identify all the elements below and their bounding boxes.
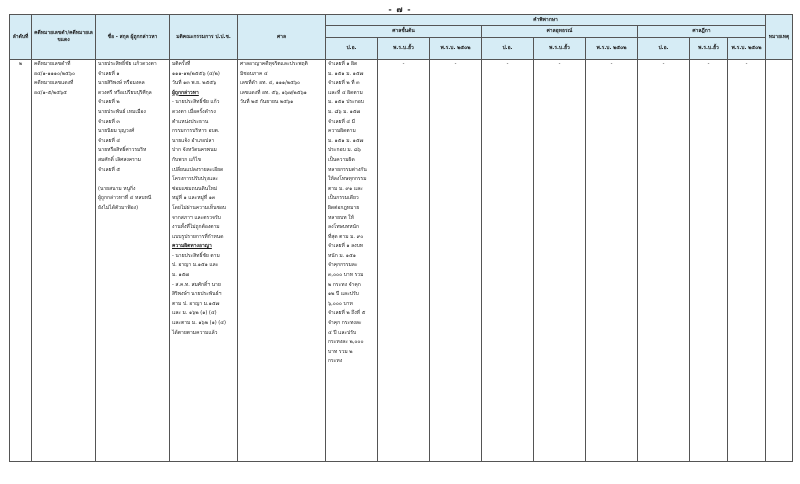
judgment-line: จำคุกกรรมละ	[328, 262, 358, 269]
resolution-line: ได้ตายตามความแล้ว	[172, 329, 218, 336]
court-line: ศาลอาญาคดีทุจริตและประพฤติ	[240, 61, 308, 67]
header-remark: หมายเหตุ	[766, 15, 793, 60]
judgment-line: ลงโทษบทหนัก	[328, 224, 359, 231]
resolution-line: ม. ๑๕๗	[172, 272, 190, 279]
name-line: ดวงศรี หรือเปรียบปุริศีกุล	[98, 89, 152, 96]
judgment-line: กระทง	[328, 358, 343, 365]
header-first-pp: ป.อ.	[326, 38, 378, 60]
name-line: นายประสิทธิ์ชัย แก้วดวงตา	[98, 61, 157, 67]
resolution-line: และ ม. ๑๖๒ (๑) (๔)	[172, 310, 217, 317]
resolution-line: ๑๑๑-๑๒/๒๕๕๖ (๔/๒)	[172, 70, 220, 77]
resolution-heading: ความผิดทางอาญา	[172, 243, 212, 250]
judgment-line: ม. ๑๕๑ ประกอบ	[328, 99, 364, 106]
judgment-line: จำเลยที่ ๒ ที่ ๓	[328, 80, 360, 87]
judgment-line: จำเลยที่ ๑ ผิด	[328, 61, 358, 67]
judgment-line: เป็นความผิด	[328, 156, 355, 163]
case-line: อ๔/๑-๑๑๑๐/๒๕๖๐	[34, 70, 76, 77]
judgment-line: กระทงละ ๒,๐๐๐	[328, 339, 364, 346]
header-resolution: มติคณะกรรมการ ป.ป.ช.	[170, 15, 238, 60]
header-court-first: ศาลชั้นต้น	[326, 26, 482, 38]
name-line: จำเลยที่ ๔	[98, 137, 121, 144]
row-number: ๒	[10, 60, 32, 462]
case-line: อ๔/๑-๕/๒๕๖๕	[34, 89, 67, 96]
resolution-line: แบบรูปรายการที่กำหนด	[172, 233, 224, 240]
header-supreme-pp: ป.อ.	[638, 38, 690, 60]
resolution-line: มติครั้งที่	[172, 61, 191, 67]
name-line: นายหรือสิทธิ์ศาวรมริห	[98, 147, 147, 154]
judgment-line: ๔ ปี และปรับ	[328, 329, 357, 336]
header-name: ชื่อ - สกุล ผู้ถูกกล่าวหา	[96, 15, 170, 60]
name-line: นายนิยม บุญวงศ์	[98, 128, 135, 135]
appeal-court-prb-anti-cell: -	[534, 60, 586, 462]
resolution-line: นายแจ้ง อำเภอปลา	[172, 137, 215, 144]
court-cell	[238, 60, 326, 462]
resolution-line: หมู่ที่ ๑ และหมู่ที่ ๑๓	[172, 195, 216, 202]
resolution-line: ตาม ป. อาญา ม.๑๕๗	[172, 300, 220, 307]
resolution-line: - นายประสิทธิ์ชัย ตาม	[172, 252, 220, 259]
header-case: คดีหมายเลขดำ/คดีหมายเลขแดง	[32, 15, 96, 60]
header-court-supreme: ศาลฎีกา	[638, 26, 766, 38]
court-line: เลขแดงที่ อท. ๕๖, ๑๖๗/๒๕๖๑	[240, 89, 307, 96]
first-court-pp-cell	[326, 60, 378, 462]
judgment-line: ความผิดตาม	[328, 128, 356, 135]
first-court-prb-anti-cell: -	[378, 60, 430, 462]
header-first-prb-2502: พ.ร.บ. ๒๕๐๒	[430, 38, 482, 60]
court-line: เลขที่ดำ อท. ๔, ๑๑๑/๒๕๖๐	[240, 80, 301, 87]
header-supreme-prb-2502: พ.ร.บ. ๒๕๐๒	[728, 38, 766, 60]
judgment-line: ม. ๑๕๑ ม. ๑๕๗	[328, 70, 364, 77]
judgment-line: ประกอบ ม. ๘๖	[328, 147, 361, 154]
resolution-line: ป. อาญา ม.๑๕๑ และ	[172, 262, 219, 269]
name-line: จำเลยที่ ๒	[98, 99, 120, 106]
resolution-line: ตำแหน่งประธาน	[172, 118, 209, 125]
resolution-line: กับพวก แก้ไข	[172, 156, 202, 163]
header-court-appeal: ศาลอุทธรณ์	[482, 26, 638, 38]
first-court-prb-2502-cell: -	[430, 60, 482, 462]
judgment-line: จำคุก กระทงละ	[328, 320, 362, 327]
resolution-line: เปลี่ยนแปลงรายละเอียด	[172, 166, 224, 173]
header-first-prb-anti: พ.ร.บ.ฮั้ว	[378, 38, 430, 60]
name-line: นายประพันธ์ เหมเมือง	[98, 108, 146, 115]
court-line: มิชอบภาค ๔	[240, 70, 268, 77]
judgment-line: ตาม ม. ๙๑ และ	[328, 185, 363, 192]
name-line: ยังไม่ได้ตัวมาฟ้อง)	[98, 204, 139, 211]
remark-cell	[766, 60, 793, 462]
resolution-heading: ผู้ถูกกล่าวหา	[172, 89, 199, 96]
case-line: คดีหมายเลขดำที่	[34, 61, 71, 67]
resolution-line: ปาก จังหวัดนครพนม	[172, 147, 217, 154]
judgment-line: จำเลยที่ ๔ มี	[328, 118, 355, 125]
judgment-line: ๑๒ ปี และปรับ	[328, 291, 359, 298]
judgment-line: หนัก ม. ๑๕๑	[328, 252, 356, 259]
name-line: (นายสนาม หนูกิ่ง	[98, 185, 136, 192]
accused-names-cell	[96, 60, 170, 462]
case-line: คดีหมายเลขแดงที่	[34, 80, 74, 87]
appeal-court-prb-2502-cell: -	[586, 60, 638, 462]
table-row	[10, 60, 793, 462]
judgment-line: ที่สุด ตาม ม. ๙๐	[328, 233, 364, 240]
header-supreme-prb-anti: พ.ร.บ.ฮั้ว	[690, 38, 728, 60]
judgment-line: ม. ๘๖ ม. ๑๕๗	[328, 108, 361, 115]
resolution-line: จากสภาฯ และตรวจรับ	[172, 214, 221, 221]
court-line: วันที่ ๒๕ กันยายน ๒๕๖๑	[240, 99, 294, 106]
judgment-line: ให้ลงโทษทุกกรรม	[328, 176, 367, 183]
judgment-line: เป็นกรรมเดียว	[328, 195, 359, 202]
judgment-table	[9, 14, 793, 462]
resolution-line: - นายประสิทธิ์ชัย แก้ว	[172, 99, 220, 106]
resolution-line: สิริพงษ์ฯ นายประพันธ์ฯ	[172, 291, 222, 298]
name-line: จำเลยที่ ๑	[98, 70, 120, 77]
judgment-line: จำเลยที่ ๒ ถึงที่ ๕	[328, 310, 366, 317]
judgment-line: หลายกรรมต่างกัน	[328, 166, 367, 173]
appeal-court-pp-cell: -	[482, 60, 534, 462]
supreme-court-prb-2502-cell: -	[728, 60, 766, 462]
resolution-line: และตาม ม. ๑๖๒ (๑) (๔)	[172, 320, 226, 327]
resolution-line: โครงการปรับปรุงและ	[172, 176, 218, 183]
header-appeal-pp: ป.อ.	[482, 38, 534, 60]
header-appeal-prb-2502: พ.ร.บ. ๒๕๐๒	[586, 38, 638, 60]
name-line: สมศักดิ์ เลิศสงคราม	[98, 156, 141, 163]
resolution-line: ซ่อมแซมถนนดินใหม่	[172, 185, 218, 192]
spacer	[98, 175, 167, 185]
page-number: - ๗ -	[388, 5, 412, 14]
judgment-line: หลายบท ให้	[328, 214, 354, 221]
resolution-line: โดยไม่ผ่านความเห็นชอบ	[172, 204, 227, 211]
judgment-line: บาท รวม ๒	[328, 348, 353, 355]
resolution-line: วันที่ ๑๓ พ.ย. ๒๕๕๖	[172, 80, 217, 87]
judgment-line: ๒ กระทง จำคุก	[328, 281, 361, 288]
header-no: ลำดับที่	[10, 15, 32, 60]
header-court: ศาล	[238, 15, 326, 60]
judgment-line: และที่ ๔ ผิดตาม	[328, 89, 363, 96]
judgment-line: ๖,๐๐๐ บาท	[328, 300, 353, 307]
supreme-court-pp-cell: -	[638, 60, 690, 462]
judgment-line: ม. ๑๕๑ ม. ๑๕๗	[328, 137, 364, 144]
resolution-line: - ส.ค.ท. สมศักดิ์ฯ นาย	[172, 281, 221, 288]
name-line: นายสิริพงษ์ หรือมงคล	[98, 80, 145, 87]
supreme-court-prb-anti-cell: -	[690, 60, 728, 462]
header-judgment: คำพิพากษา	[326, 15, 766, 26]
resolution-line: กรรมการบริหาร อบต.	[172, 128, 220, 135]
judgment-line: ๓,๐๐๐ บาท รวม	[328, 272, 364, 279]
case-number-cell	[32, 60, 96, 462]
resolution-line: งานทั้งที่ไม่ถูกต้องตาม	[172, 224, 220, 231]
name-line: ผู้ถูกกล่าวหาที่ ๔ หลบหนี	[98, 195, 152, 202]
judgment-line: ผิดต่อกฎหมาย	[328, 204, 360, 211]
name-line: จำเลยที่ ๓	[98, 118, 120, 125]
name-line: จำเลยที่ ๕	[98, 166, 121, 173]
header-appeal-prb-anti: พ.ร.บ.ฮั้ว	[534, 38, 586, 60]
resolution-line: ดวงตา เมื่อครั้งดำรง	[172, 108, 216, 115]
judgment-line: จำเลยที่ ๑ ลงบท	[328, 243, 364, 250]
resolution-cell	[170, 60, 238, 462]
